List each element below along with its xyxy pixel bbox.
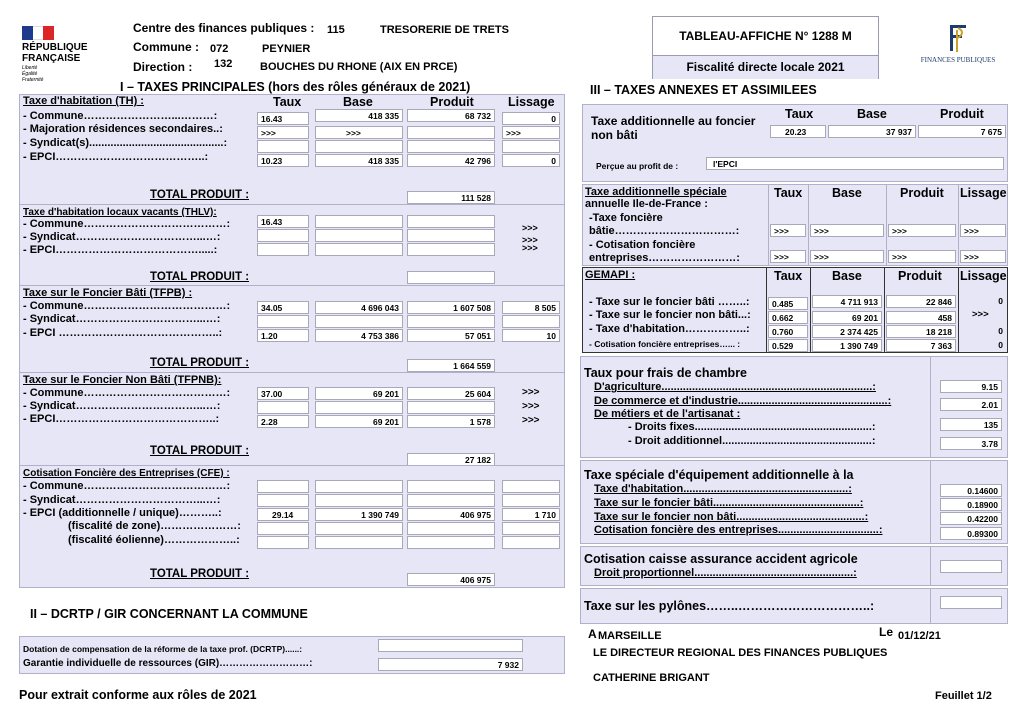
cfe-zone-taux — [257, 522, 309, 535]
thlv-syndicat-label: - Syndicat……………………………...…: — [23, 231, 221, 243]
tafnb-title-l1: Taxe additionnelle au foncier — [591, 114, 756, 128]
dcrtp-label: Dotation de compensation de la réforme de la taxe prof. (DCRTP)......: — [23, 644, 303, 654]
le-label: Le — [879, 625, 894, 639]
cfe-commune-label: - Commune…………………………………: — [23, 480, 231, 492]
col-taux: Taux — [273, 95, 302, 109]
gir-label: Garantie individuelle de ressources (GIR)………………………: — [23, 658, 313, 669]
thlv-epci-base — [315, 243, 403, 256]
tfpnb-total-label: TOTAL PRODUIT : — [150, 445, 250, 457]
chambre-droits-fixes-value: 135 — [940, 418, 1002, 431]
idf-fb-l1: -Taxe foncière — [589, 212, 663, 224]
republique-text: RÉPUBLIQUE FRANÇAISE — [22, 42, 88, 64]
cfe-epci-label: - EPCI (additionnelle / unique)………..: — [23, 507, 222, 519]
tfpb-commune-label: - Commune…………………………………: — [23, 300, 231, 312]
city: MARSEILLE — [598, 630, 662, 642]
tfpb-epci-lissage: 10 — [502, 329, 560, 342]
gemapi-col-taux: Taux — [774, 269, 803, 283]
tfpnb-lissage-arrows: >>> >>> >>> — [522, 387, 540, 426]
idf-title-l1: Taxe additionnelle spéciale — [585, 186, 727, 198]
th-epci-lissage: 0 — [502, 154, 560, 167]
gemapi-fnb-base: 69 201 — [812, 311, 882, 324]
date: 01/12/21 — [898, 630, 941, 642]
cfe-eolienne-base — [315, 536, 403, 549]
cfe-syndicat-label: - Syndicat……………………………...…: — [23, 494, 221, 506]
gemapi-th-produit: 18 218 — [886, 325, 956, 338]
th-title: Taxe d'habitation (TH) : — [23, 95, 144, 107]
fp-emblem-icon — [942, 22, 972, 54]
caisse-droit-label: Droit proportionnel....................................................: — [594, 567, 857, 579]
cfe-epci-base: 1 390 749 — [315, 508, 403, 521]
chambre-commerce-value: 2.01 — [940, 398, 1002, 411]
cfe-zone-lissage — [502, 522, 560, 535]
thlv-commune-base — [315, 215, 403, 228]
chambre-agri-label: D'agriculture.....................................................................: — [594, 381, 876, 393]
tfpnb-epci-taux: 2.28 — [257, 415, 309, 428]
th-commune-taux: 16.43 — [257, 112, 309, 125]
tse-th-value: 0.14600 — [940, 484, 1002, 497]
tfpb-title: Taxe sur le Foncier Bâti (TFPB) : — [23, 287, 193, 299]
tfpb-syndicat-label: - Syndicat……………………………...…: — [23, 313, 221, 325]
idf-fb-l2: bâtie……………………………: — [589, 225, 740, 237]
col-base: Base — [343, 95, 373, 109]
tfpb-total: 1 664 559 — [407, 359, 495, 372]
tfpb-syndicat-taux — [257, 315, 309, 328]
idf-col-base: Base — [832, 186, 862, 200]
tafnb-col-base: Base — [857, 107, 887, 121]
idf-cfe-taux: >>> — [770, 250, 806, 263]
th-commune-lissage: 0 — [502, 112, 560, 125]
gir-value: 7 932 — [378, 658, 523, 671]
gemapi-col-produit: Produit — [898, 269, 942, 283]
tfpnb-commune-taux: 37.00 — [257, 387, 309, 400]
cfe-eolienne-label: (fiscalité éolienne)………………..: — [68, 534, 240, 546]
cfe-zone-base — [315, 522, 403, 535]
motto: Liberté Égalité Fraternité — [22, 65, 44, 83]
thlv-syndicat-produit — [407, 229, 495, 242]
tfpb-commune-base: 4 696 043 — [315, 301, 403, 314]
tse-title: Taxe spéciale d'équipement additionnelle à la — [584, 468, 854, 482]
chambre-droit-add-label: - Droit additionnel.................................................: — [628, 435, 876, 447]
tafnb-col-taux: Taux — [785, 107, 814, 121]
gemapi-fb-base: 4 711 913 — [812, 295, 882, 308]
tafnb-base: 37 937 — [828, 125, 916, 138]
thlv-commune-label: - Commune…………………………………: — [23, 218, 231, 230]
idf-col-lissage: Lissage — [960, 186, 1007, 200]
gemapi-fnb-taux: 0.662 — [768, 311, 808, 324]
tse-fb-label: Taxe sur le foncier bâti................................................: — [594, 497, 864, 509]
chambre-metiers-label: De métiers et de l'artisanat : — [594, 408, 741, 420]
cfe-zone-label: (fiscalité de zone)…………………: — [68, 520, 241, 532]
tafnb-produit: 7 675 — [918, 125, 1006, 138]
tafnb-taux: 20.23 — [770, 125, 826, 138]
tafnb-col-produit: Produit — [940, 107, 984, 121]
tse-fnb-value: 0.42200 — [940, 512, 1002, 525]
thlv-total — [407, 271, 495, 284]
tfpnb-commune-base: 69 201 — [315, 387, 403, 400]
cfe-eolienne-produit — [407, 536, 495, 549]
chambre-title: Taux pour frais de chambre — [584, 366, 748, 380]
th-maj-produit — [407, 126, 495, 139]
th-total-label: TOTAL PRODUIT : — [150, 189, 250, 201]
gemapi-title: GEMAPI : — [585, 269, 636, 281]
cfe-epci-produit: 406 975 — [407, 508, 495, 521]
thlv-epci-taux — [257, 243, 309, 256]
th-maj-base: >>> — [315, 126, 403, 139]
commune-code: 072 — [210, 43, 229, 55]
gemapi-cfe-label: - Cotisation foncière entreprises…... : — [589, 339, 741, 349]
gemapi-col-base: Base — [832, 269, 862, 283]
th-commune-label: - Commune……………………...………: — [23, 110, 218, 122]
section3-title: III – TAXES ANNEXES ET ASSIMILEES — [590, 83, 817, 97]
gemapi-fb-produit: 22 846 — [886, 295, 956, 308]
col-produit: Produit — [430, 95, 474, 109]
pylones-label: Taxe sur les pylônes……..…………………………..: — [584, 599, 875, 613]
fiscalite-label: Fiscalité directe locale 2021 — [653, 55, 878, 79]
cfe-commune-lissage — [502, 480, 560, 493]
thlv-lissage-arrows: >>> >>> >>> — [522, 223, 538, 253]
th-syndicat-label: - Syndicat(s)............................................: — [23, 137, 228, 149]
thlv-syndicat-base — [315, 229, 403, 242]
th-syndicat-lissage — [502, 140, 560, 153]
cfe-eolienne-taux — [257, 536, 309, 549]
section1-title: I – TAXES PRINCIPALES (hors des rôles généraux de 2021) — [120, 80, 471, 94]
idf-col-taux: Taux — [774, 186, 803, 200]
tfpb-epci-base: 4 753 386 — [315, 329, 403, 342]
idf-cfe-produit: >>> — [888, 250, 956, 263]
th-syndicat-base — [315, 140, 403, 153]
gemapi-cfe-base: 1 390 749 — [812, 339, 882, 352]
gemapi-fnb-lissage: >>> — [972, 309, 989, 320]
th-commune-base: 418 335 — [315, 109, 403, 122]
th-syndicat-produit — [407, 140, 495, 153]
gemapi-col-lissage: Lissage — [960, 269, 1007, 283]
caisse-droit-value — [940, 560, 1002, 573]
th-epci-label: - EPCI…………………………………..: — [23, 151, 209, 163]
thlv-epci-label: - EPCI………………………………….....: — [23, 244, 218, 256]
cfe-syndicat-lissage — [502, 494, 560, 507]
th-epci-base: 418 335 — [315, 154, 403, 167]
tse-fnb-label: Taxe sur le foncier non bâti..........................................: — [594, 511, 869, 523]
idf-fb-taux: >>> — [770, 224, 806, 237]
tfpnb-syndicat-label: - Syndicat……………………………...…: — [23, 400, 221, 412]
gemapi-cfe-lissage: 0 — [998, 340, 1003, 350]
th-maj-lissage: >>> — [502, 126, 560, 139]
tse-fb-value: 0.18900 — [940, 498, 1002, 511]
extrait-label: Pour extrait conforme aux rôles de 2021 — [19, 688, 257, 702]
th-total: 111 528 — [407, 191, 495, 204]
cfe-syndicat-produit — [407, 494, 495, 507]
commune-label: Commune : — [133, 40, 199, 54]
centre-name: TRESORERIE DE TRETS — [380, 24, 509, 36]
gemapi-fb-label: - Taxe sur le foncier bâti ……..: — [589, 296, 750, 308]
gemapi-th-base: 2 374 425 — [812, 325, 882, 338]
idf-cfe-l2: entreprises……………………: — [589, 252, 740, 264]
cfe-commune-produit — [407, 480, 495, 493]
cfe-syndicat-base — [315, 494, 403, 507]
th-majoration-label: - Majoration résidences secondaires..: — [23, 123, 223, 135]
tfpnb-commune-label: - Commune…………………………………: — [23, 387, 231, 399]
tafnb-percu-label: Perçue au profit de : — [596, 161, 679, 171]
director-name: CATHERINE BRIGANT — [593, 672, 710, 684]
th-syndicat-taux — [257, 140, 309, 153]
tableau-title: TABLEAU-AFFICHE N° 1288 M — [653, 17, 878, 55]
idf-col-produit: Produit — [900, 186, 944, 200]
thlv-commune-taux: 16.43 — [257, 215, 309, 228]
th-commune-produit: 68 732 — [407, 109, 495, 122]
thlv-epci-produit — [407, 243, 495, 256]
cfe-total-label: TOTAL PRODUIT : — [150, 568, 250, 580]
cfe-total: 406 975 — [407, 573, 495, 586]
idf-fb-produit: >>> — [888, 224, 956, 237]
chambre-agri-value: 9.15 — [940, 380, 1002, 393]
thlv-commune-produit — [407, 215, 495, 228]
tfpb-syndicat-lissage — [502, 315, 560, 328]
idf-fb-lissage: >>> — [960, 224, 1006, 237]
tfpnb-syndicat-produit — [407, 401, 495, 414]
republique-logo — [22, 26, 102, 82]
tfpb-total-label: TOTAL PRODUIT : — [150, 357, 250, 369]
tfpb-commune-lissage: 8 505 — [502, 301, 560, 314]
cfe-syndicat-taux — [257, 494, 309, 507]
centre-label: Centre des finances publiques : — [133, 21, 315, 35]
gemapi-th-taux: 0.760 — [768, 325, 808, 338]
tafnb-percu-value: l'EPCI — [706, 157, 1004, 170]
gemapi-cfe-produit: 7 363 — [886, 339, 956, 352]
tse-th-label: Taxe d'habitation......................................................: — [594, 483, 852, 495]
pylones-value — [940, 596, 1002, 609]
tfpnb-epci-produit: 1 578 — [407, 415, 495, 428]
th-maj-taux: >>> — [257, 126, 309, 139]
tfpb-syndicat-produit — [407, 315, 495, 328]
gemapi-fnb-produit: 458 — [886, 311, 956, 324]
caisse-title: Cotisation caisse assurance accident agricole — [584, 552, 858, 566]
direction-code: 132 — [214, 58, 233, 70]
thlv-total-label: TOTAL PRODUIT : — [150, 271, 250, 283]
th-epci-taux: 10.23 — [257, 154, 309, 167]
cfe-commune-base — [315, 480, 403, 493]
tse-cfe-value: 0.89300 — [940, 527, 1002, 540]
idf-cfe-l1: - Cotisation foncière — [589, 239, 696, 251]
thlv-syndicat-taux — [257, 229, 309, 242]
gemapi-fb-lissage: 0 — [998, 296, 1003, 306]
cfe-commune-taux — [257, 480, 309, 493]
chambre-droit-add-value: 3.78 — [940, 437, 1002, 450]
chambre-commerce-label: De commerce et d'industrie.................................................: — [594, 395, 892, 407]
idf-title-l2: annuelle Ile-de-France : — [585, 198, 708, 210]
gemapi-fb-taux: 0.485 — [768, 297, 808, 310]
flag-icon — [22, 26, 54, 40]
director: LE DIRECTEUR REGIONAL DES FINANCES PUBLIQUES — [593, 647, 888, 659]
centre-code: 115 — [327, 24, 345, 36]
direction-label: Direction : — [133, 60, 193, 74]
idf-cfe-lissage: >>> — [960, 250, 1006, 263]
tfpnb-title: Taxe sur le Foncier Non Bâti (TFPNB): — [23, 374, 222, 386]
cfe-epci-lissage: 1 710 — [502, 508, 560, 521]
tfpb-epci-produit: 57 051 — [407, 329, 495, 342]
tfpnb-syndicat-taux — [257, 401, 309, 414]
tfpnb-total: 27 182 — [407, 453, 495, 466]
chambre-droits-fixes-label: - Droits fixes..........................................................: — [628, 421, 876, 433]
cfe-title: Cotisation Foncière des Entreprises (CFE) : — [23, 468, 230, 479]
col-lissage: Lissage — [508, 95, 555, 109]
a-label: A — [588, 627, 597, 641]
commune-name: PEYNIER — [262, 43, 311, 55]
th-epci-produit: 42 796 — [407, 154, 495, 167]
tfpnb-epci-base: 69 201 — [315, 415, 403, 428]
tfpb-epci-taux: 1.20 — [257, 329, 309, 342]
tafnb-title-l2: non bâti — [591, 128, 638, 142]
tse-cfe-label: Cotisation foncière des entreprises.................................: — [594, 524, 883, 536]
tableau-box — [652, 16, 879, 79]
tfpb-syndicat-base — [315, 315, 403, 328]
tfpb-commune-taux: 34.05 — [257, 301, 309, 314]
cfe-zone-produit — [407, 522, 495, 535]
tfpnb-commune-produit: 25 604 — [407, 387, 495, 400]
thlv-title: Taxe d'habitation locaux vacants (THLV): — [23, 207, 217, 218]
gemapi-fnb-label: - Taxe sur le foncier non bâti...: — [589, 309, 751, 321]
cfe-epci-taux: 29.14 — [257, 508, 309, 521]
idf-fb-base: >>> — [810, 224, 884, 237]
tfpnb-epci-label: - EPCI……………………………………..: — [23, 413, 220, 425]
cfe-eolienne-lissage — [502, 536, 560, 549]
gemapi-th-label: - Taxe d'habitation……………..: — [589, 323, 750, 335]
tfpb-epci-label: - EPCI ……………………………………..: — [23, 327, 223, 339]
tfpnb-syndicat-base — [315, 401, 403, 414]
fp-logo-text: FINANCES PUBLIQUES — [920, 56, 996, 64]
tfpb-commune-produit: 1 607 508 — [407, 301, 495, 314]
finances-publiques-logo — [908, 22, 1008, 68]
feuillet: Feuillet 1/2 — [935, 690, 992, 702]
gemapi-cfe-taux: 0.529 — [768, 339, 808, 352]
direction-name: BOUCHES DU RHONE (AIX EN PRCE) — [260, 61, 458, 73]
section2-title: II – DCRTP / GIR CONCERNANT LA COMMUNE — [30, 607, 308, 621]
dcrtp-value — [378, 639, 523, 652]
gemapi-th-lissage: 0 — [998, 326, 1003, 336]
idf-cfe-base: >>> — [810, 250, 884, 263]
